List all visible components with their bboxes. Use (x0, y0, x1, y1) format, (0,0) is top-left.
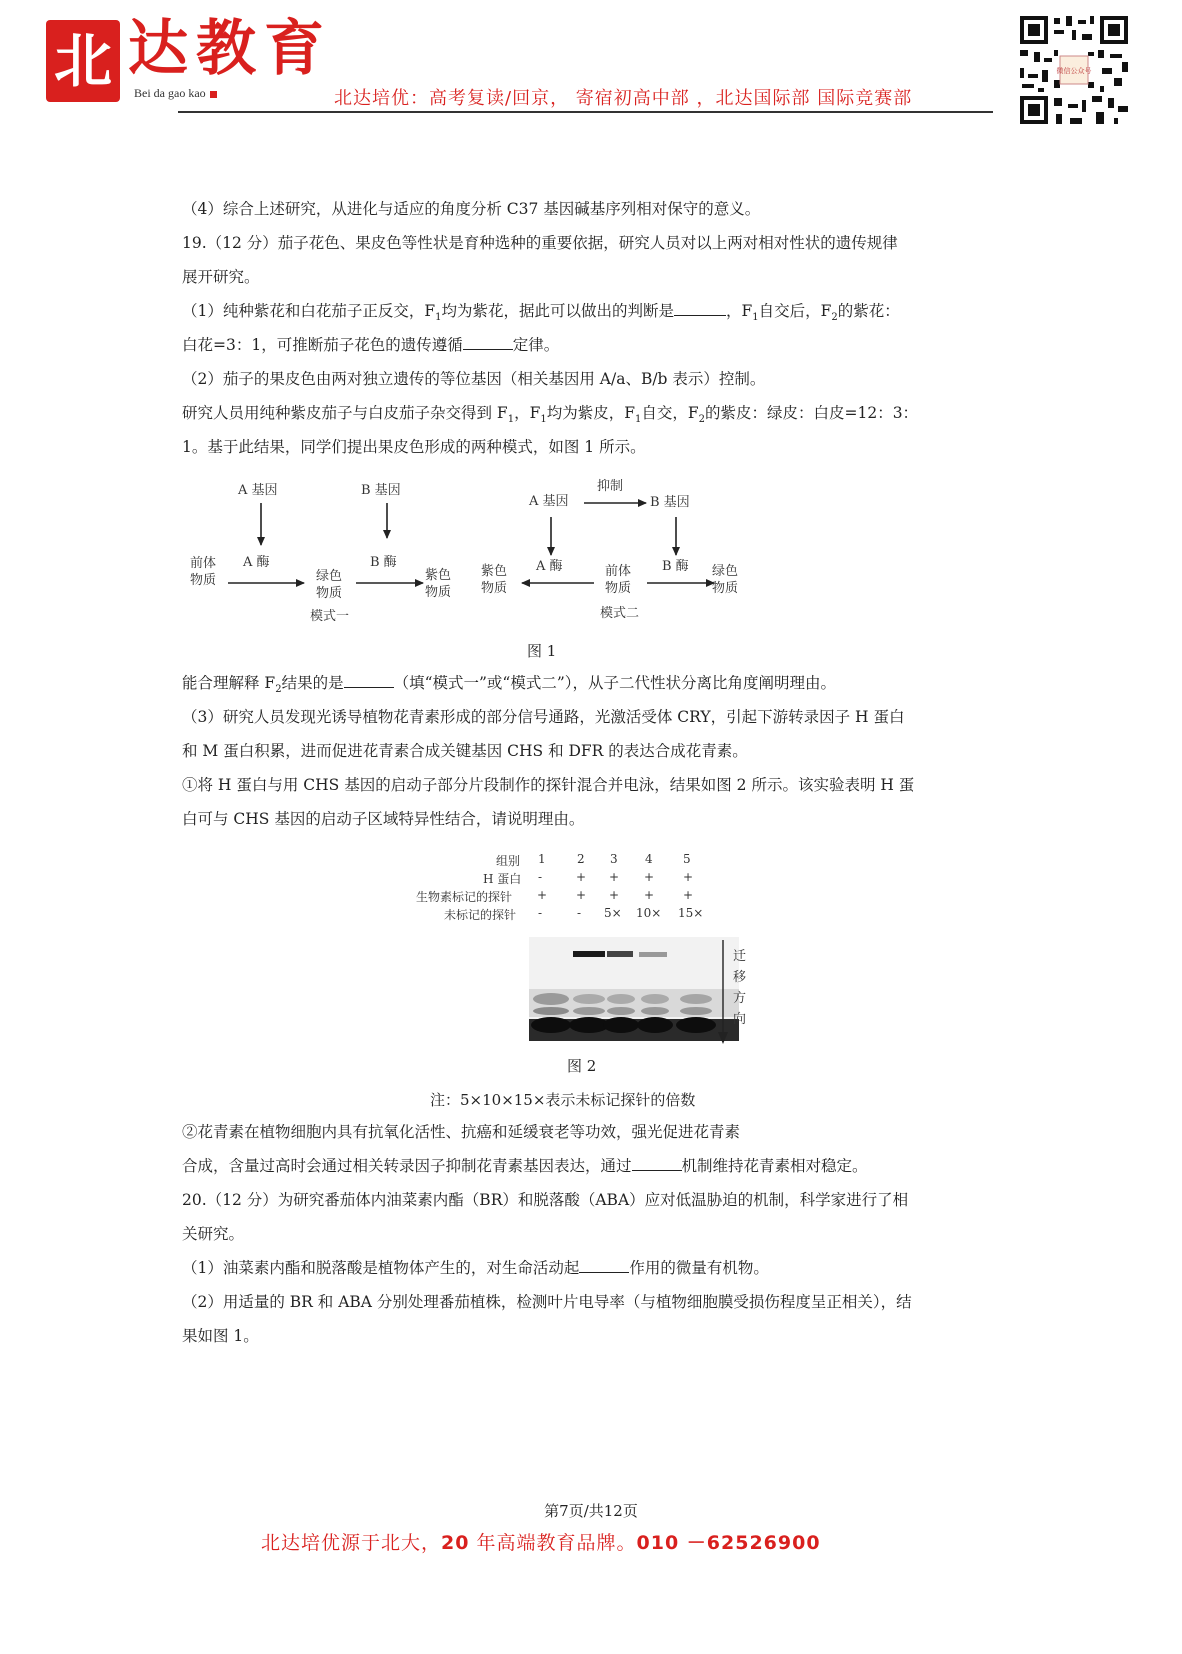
question-19-part3-sub2-line1: ②花青素在植物细胞内具有抗氧化活性、抗癌和延缓衰老等功效，强光促进花青素 (182, 1123, 741, 1141)
footer-slogan: 北达培优源于北大，20 年高端教育品牌。010 －62526900 (261, 1532, 821, 1554)
question-19-part2-line2: 研究人员用纯种紫皮茄子与白皮茄子杂交得到 $F_1$，$F_1$均为紫皮，$F_1$自交，$F_2$的紫皮：绿皮：白皮=12：3： (182, 404, 919, 426)
question-20-part2-line1: （2）用适量的 BR 和 ABA 分别处理番茄植株，检测叶片电导率（与植物细胞膜受损伤程度呈正相关），结 (182, 1293, 912, 1311)
question-19-part2-prompt: 能合理解释 $F_2$结果的是 （填“模式一”或“模式二”），从子二代性状分离比角度阐明理由。 (182, 674, 837, 696)
migration-direction-label: 迁 移 方 向 (733, 949, 747, 1027)
figure-2-caption: 图 2 (567, 1057, 597, 1075)
m1-gene-b: B 基因 (361, 483, 401, 498)
question-20-part1: （1）油菜素内酯和脱落酸是植物体产生的，对生命活动起 作用的微量有机物。 (182, 1259, 769, 1277)
m1-enzyme-a: A 酶 (243, 555, 270, 570)
m2-purple-substance: 紫色 物质 (481, 564, 508, 596)
figure-1-caption: 图 1 (527, 642, 557, 660)
question-19-part1-line2: 白花=3：1，可推断茄子花色的遗传遵循 定律。 (182, 336, 560, 354)
logo-subtitle: Bei da gao kao (134, 86, 217, 101)
m2-gene-b: B 基因 (650, 495, 690, 510)
m2-precursor: 前体 物质 (605, 564, 632, 596)
logo-title: 达教育 (128, 14, 332, 84)
cell: - (577, 906, 582, 920)
question-20-part2-line2: 果如图 1。 (182, 1327, 259, 1345)
cell: - (538, 870, 543, 884)
cell: + (576, 870, 587, 884)
m1-precursor: 前体 物质 (190, 556, 217, 588)
question-19-part3-line2: 和 M 蛋白积累，进而促进花青素合成关键基因 CHS 和 DFR 的表达合成花青素。 (182, 742, 748, 760)
cell: + (609, 870, 620, 884)
row-label-h-protein: H 蛋白 (483, 872, 522, 886)
cell: - (538, 906, 543, 920)
question-19-part3-sub1-line1: ①将 H 蛋白与用 CHS 基因的启动子部分片段制作的探针混合并电泳，结果如图 2 所示。该实验表明 H 蛋 (182, 776, 915, 794)
cell: + (644, 870, 655, 884)
cell: 1 (538, 852, 546, 866)
cell: 5 (683, 852, 691, 866)
question-18-part4: （4）综合上述研究，从进化与适应的角度分析 C37 基因碱基序列相对保守的意义。 (182, 200, 761, 218)
figure-2-note: 注：5×10×15×表示未标记探针的倍数 (430, 1091, 696, 1109)
row-label-group: 组别 (496, 854, 521, 868)
cell: 15× (678, 906, 704, 920)
m1-green-substance: 绿色 物质 (316, 569, 343, 601)
mode-1-label: 模式一 (310, 609, 350, 624)
question-19-part3-sub1-line2: 白可与 CHS 基因的启动子区域特异性结合，请说明理由。 (182, 810, 585, 828)
cell: 5× (604, 906, 622, 920)
question-19-part3-line1: （3）研究人员发现光诱导植物花青素形成的部分信号通路，光激活受体 CRY，引起下游转录因子 H 蛋白 (182, 708, 905, 726)
migration-arrow-icon (716, 940, 730, 1046)
cell: + (576, 888, 587, 902)
question-19-part3-sub2-line2: 合成，含量过高时会通过相关转录因子抑制花青素基因表达，通过 机制维持花青素相对稳定。 (182, 1157, 868, 1175)
row-label-biotin-probe: 生物素标记的探针 (416, 890, 513, 904)
cell: + (683, 888, 694, 902)
answer-blank[interactable] (344, 673, 394, 688)
m1-gene-a: A 基因 (238, 483, 278, 498)
answer-blank[interactable] (579, 1258, 629, 1273)
page-number: 第7页/共12页 (544, 1502, 638, 1520)
m1-enzyme-b: B 酶 (370, 555, 397, 570)
question-19-part2-line3: 1。基于此结果，同学们提出果皮色形成的两种模式，如图 1 所示。 (182, 438, 646, 456)
m2-inhibit-label: 抑制 (597, 479, 624, 494)
question-20-stem-line1: 20.（12 分）为研究番茄体内油菜素内酯（BR）和脱落酸（ABA）应对低温胁迫的机制，科学家进行了相 (182, 1191, 909, 1209)
m1-purple-substance: 紫色 物质 (425, 568, 452, 600)
m2-enzyme-a: A 酶 (536, 559, 563, 574)
question-19-stem-line1: 19.（12 分）茄子花色、果皮色等性状是育种选种的重要依据，研究人员对以上两对相对性状的遗传规律 (182, 234, 898, 252)
m2-green-substance: 绿色 物质 (712, 564, 739, 596)
question-19-part1-line1: （1）纯种紫花和白花茄子正反交，$F_1$均为紫花，据此可以做出的判断是 ，$F_1$自交后，$F_2$的紫花： (182, 302, 900, 324)
question-19-part2-line1: （2）茄子的果皮色由两对独立遗传的等位基因（相关基因用 A/a、B/b 表示）控制。 (182, 370, 766, 388)
question-20-stem-line2: 关研究。 (182, 1225, 245, 1243)
gel-image (529, 937, 739, 1041)
cell: 4 (645, 852, 653, 866)
cell: + (537, 888, 548, 902)
question-19-stem-line2: 展开研究。 (182, 268, 260, 286)
cell: 2 (577, 852, 585, 866)
cell: 3 (610, 852, 618, 866)
cell: + (683, 870, 694, 884)
cell: 10× (636, 906, 662, 920)
header-tagline: 北达培优：高考复读/回京， 寄宿初高中部 ，北达国际部 国际竞赛部 (334, 88, 913, 109)
mode-2-label: 模式二 (600, 606, 640, 621)
svg-text:微信公众号: 微信公众号 (1056, 67, 1092, 75)
answer-blank[interactable] (632, 1156, 682, 1171)
m2-enzyme-b: B 酶 (662, 559, 689, 574)
m2-gene-a: A 基因 (529, 494, 569, 509)
cell: + (609, 888, 620, 902)
cell: + (644, 888, 655, 902)
logo-char: 北 (53, 27, 112, 95)
row-label-unlabeled-probe: 未标记的探针 (444, 908, 517, 922)
